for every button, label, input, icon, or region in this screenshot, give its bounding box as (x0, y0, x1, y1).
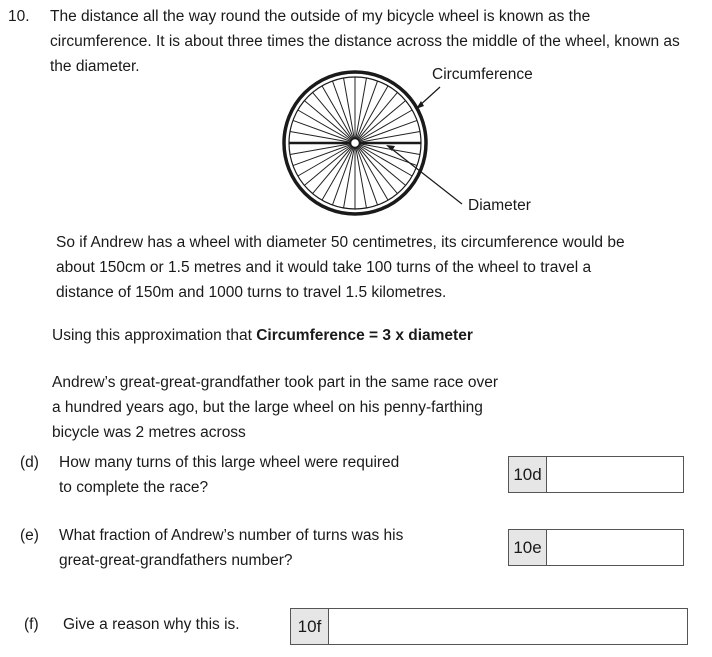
part-e-label: (e) (20, 527, 39, 544)
intro-line: the diameter. (50, 58, 140, 75)
answer-box-10d[interactable] (508, 456, 684, 493)
context-line: a hundred years ago, but the large wheel on his penny-farthing (52, 399, 483, 416)
part-f-question: Give a reason why this is. (63, 616, 240, 633)
answer-box-10f[interactable] (290, 608, 688, 645)
diameter-label: Diameter (468, 197, 531, 214)
answer-tag-10d: 10d (509, 457, 547, 492)
example-line: distance of 150m and 1000 turns to travel 1.5 kilometres. (56, 284, 447, 301)
part-d-label: (d) (20, 454, 39, 471)
approximation-prefix: Using this approximation that (52, 327, 257, 344)
intro-line: circumference. It is about three times the distance across the middle of the wheel, known as (50, 33, 680, 50)
example-line: about 150cm or 1.5 metres and it would take 100 turns of the wheel to travel a (56, 259, 592, 276)
part-f-label: (f) (24, 616, 39, 633)
context-line: Andrew’s great-great-grandfather took part in the same race over (52, 374, 499, 391)
example-paragraph (56, 230, 625, 305)
context-line: bicycle was 2 metres across (52, 424, 246, 441)
part-e-line: What fraction of Andrew’s number of turns was his (59, 527, 404, 544)
answer-tag-10f: 10f (291, 609, 329, 644)
circumference-label: Circumference (432, 66, 533, 83)
context-paragraph (52, 370, 498, 445)
example-line: So if Andrew has a wheel with diameter 50 centimetres, its circumference would be (56, 234, 625, 251)
part-e-question (59, 523, 403, 573)
wheel-hub (351, 139, 360, 148)
question-number: 10. (8, 8, 30, 25)
part-d-question (59, 450, 399, 500)
part-e-line: great-great-grandfathers number? (59, 552, 293, 569)
approximation-formula: Circumference = 3 x diameter (256, 327, 473, 344)
approximation-statement (52, 323, 473, 348)
answer-tag-10e: 10e (509, 530, 547, 565)
intro-line: The distance all the way round the outside of my bicycle wheel is known as the (50, 8, 591, 25)
part-d-line: to complete the race? (59, 479, 209, 496)
part-d-line: How many turns of this large wheel were required (59, 454, 400, 471)
answer-box-10e[interactable] (508, 529, 684, 566)
